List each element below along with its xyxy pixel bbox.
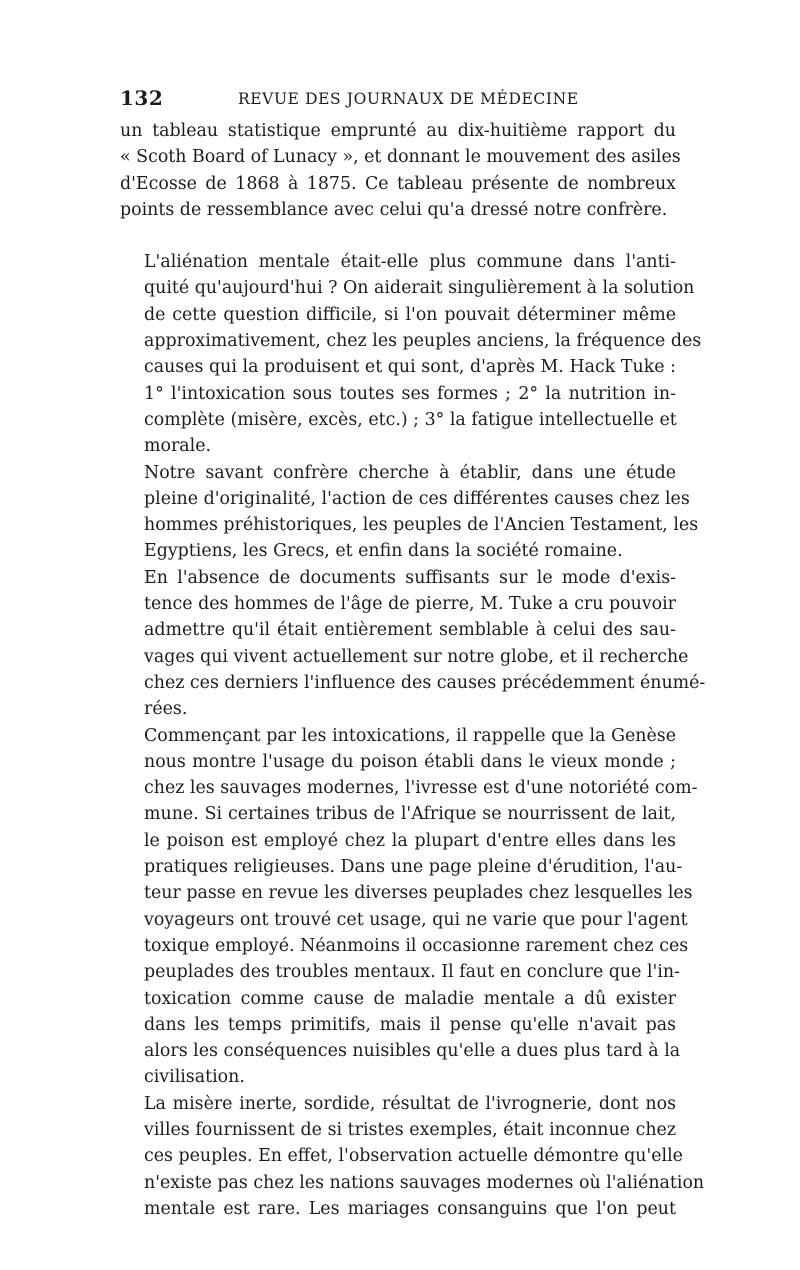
paragraph xyxy=(120,249,702,459)
text-line: complète (misère, excès, etc.) ; 3° la fatigue intellectuelle et xyxy=(144,409,677,430)
text-line: teur passe en revue les diverses peuplades chez lesquelles les xyxy=(144,883,693,904)
text-line: Notre savant confrère cherche à établir, dans une étude xyxy=(144,462,676,483)
paragraph xyxy=(120,1091,705,1222)
paragraph xyxy=(120,565,706,723)
text-line: toxication comme cause de maladie mentale a dû exister xyxy=(144,988,676,1009)
text-line: voyageurs ont trouvé cet usage, qui ne varie que pour l'agent xyxy=(144,909,688,930)
text-line: d'Ecosse de 1868 à 1875. Ce tableau présente de nombreux xyxy=(120,173,676,194)
text-line: mune. Si certaines tribus de l'Afrique se nourrissent de lait, xyxy=(144,804,676,825)
text-line: vages qui vivent actuellement sur notre globe, et il recherche xyxy=(144,646,689,667)
text-line: morale. xyxy=(144,436,212,457)
text-line: toxique employé. Néanmoins il occasionne rarement chez ces xyxy=(144,935,689,956)
text-line: le poison est employé chez la plupart d'entre elles dans les xyxy=(144,830,676,851)
text-line: rées. xyxy=(144,699,188,720)
paragraph xyxy=(120,118,681,223)
book-page xyxy=(120,86,706,1222)
text-line: civilisation. xyxy=(144,1067,245,1088)
text-line: quité qu'aujourd'hui ? On aiderait singulièrement à la solution xyxy=(144,278,695,299)
text-line: alors les conséquences nuisibles qu'elle a dues plus tard à la xyxy=(144,1041,681,1062)
text-line: approximativement, chez les peuples anciens, la fréquence des xyxy=(144,331,702,352)
text-line: villes fournissent de si tristes exemples, était inconnue chez xyxy=(144,1119,676,1140)
text-line: points de ressemblance avec celui qu'a dressé notre confrère. xyxy=(120,199,668,220)
text-line: causes qui la produisent et qui sont, d'après M. Hack Tuke : xyxy=(144,357,676,378)
text-line: chez ces derniers l'influence des causes précédemment énumé- xyxy=(144,672,706,693)
paragraph xyxy=(120,460,699,565)
text-line: dans les temps primitifs, mais il pense qu'elle n'avait pas xyxy=(144,1014,676,1035)
body-text xyxy=(120,118,706,1222)
text-line: n'existe pas chez les nations sauvages modernes où l'aliénation xyxy=(144,1172,705,1193)
text-line: chez les sauvages modernes, l'ivresse est d'une notoriété com- xyxy=(144,778,698,799)
running-title: REVUE DES JOURNAUX DE MÉDECINE xyxy=(238,90,579,108)
text-line: 1° l'intoxication sous toutes ses formes ; 2° la nutrition in- xyxy=(144,383,676,404)
text-line: ces peuples. En effet, l'observation actuelle démontre qu'elle xyxy=(144,1146,683,1167)
text-line: peuplades des troubles mentaux. Il faut en conclure que l'in- xyxy=(144,962,680,983)
text-line: En l'absence de documents suffisants sur le mode d'exis- xyxy=(144,567,676,588)
text-line: Egyptiens, les Grecs, et enfin dans la société romaine. xyxy=(144,541,623,562)
text-line: de cette question difficile, si l'on pouvait déterminer même xyxy=(144,304,676,325)
text-line: L'aliénation mentale était-elle plus commune dans l'anti- xyxy=(144,252,676,273)
paragraph xyxy=(120,723,698,1091)
text-line: « Scoth Board of Lunacy », et donnant le mouvement des asiles xyxy=(120,147,681,168)
text-line: pratiques religieuses. Dans une page pleine d'érudition, l'au- xyxy=(144,857,683,878)
text-line: Commençant par les intoxications, il rappelle que la Genèse xyxy=(144,725,676,746)
text-line: La misère inerte, sordide, résultat de l'ivrognerie, dont nos xyxy=(144,1093,676,1114)
text-line: mentale est rare. Les mariages consanguins que l'on peut xyxy=(144,1198,676,1219)
running-header xyxy=(120,86,676,118)
text-line: tence des hommes de l'âge de pierre, M. Tuke a cru pouvoir xyxy=(144,594,676,615)
text-line: admettre qu'il était entièrement semblable à celui des sau- xyxy=(144,620,676,641)
paragraph-gap xyxy=(120,223,676,249)
text-line: pleine d'originalité, l'action de ces différentes causes chez les xyxy=(144,488,690,509)
page-number: 132 xyxy=(120,86,164,110)
text-line: hommes préhistoriques, les peuples de l'Ancien Testament, les xyxy=(144,515,699,536)
text-line: nous montre l'usage du poison établi dans le vieux monde ; xyxy=(144,751,676,772)
text-line: un tableau statistique emprunté au dix-huitième rapport du xyxy=(120,121,676,141)
